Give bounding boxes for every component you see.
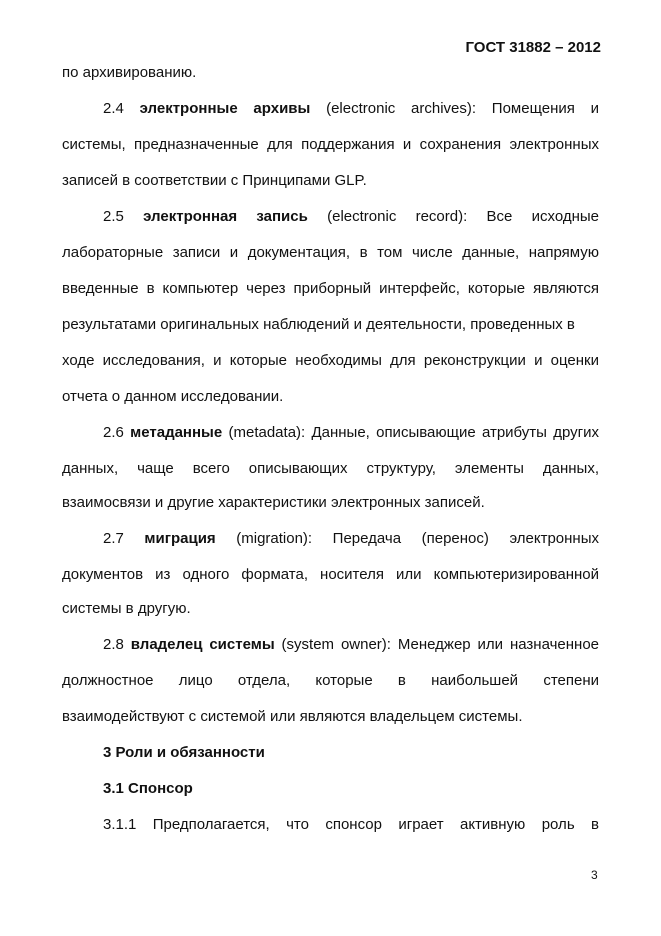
text-line: ходе исследования, и которые необходимы для реконструкции и оценки	[62, 352, 599, 369]
clause-term: метаданные	[130, 424, 223, 441]
text-line: по архивированию.	[62, 64, 197, 81]
text-line: результатами оригинальных наблюдений и деятельности, проведенных в	[62, 316, 575, 333]
clause-2-4	[103, 100, 599, 117]
clause-2-8	[103, 636, 599, 653]
text-line: отчета о данном исследовании.	[62, 388, 284, 405]
document-id-header: ГОСТ 31882 – 2012	[465, 39, 601, 56]
clause-number: 2.8	[103, 636, 124, 653]
clause-number: 2.7	[103, 530, 124, 547]
clause-definition: (metadata): Данные, описывающие атрибуты других	[228, 424, 600, 441]
text-line: взаимодействуют с системой или являются владельцем системы.	[62, 708, 523, 725]
clause-definition: (system owner): Менеджер или назначенное	[281, 636, 600, 653]
clause-number: 2.5	[103, 208, 124, 225]
clause-definition: (electronic record): Все исходные	[327, 208, 600, 225]
clause-2-7	[103, 530, 599, 547]
clause-2-6	[103, 424, 599, 441]
subsection-heading: 3.1 Спонсор	[103, 780, 193, 797]
clause-term: владелец системы	[130, 636, 275, 653]
clause-number: 2.4	[103, 100, 124, 117]
section-heading: 3 Роли и обязанности	[103, 744, 265, 761]
text-line: записей в соответствии с Принципами GLP.	[62, 172, 367, 189]
text-line: взаимосвязи и другие характеристики электронных записей.	[62, 494, 485, 511]
clause-definition: (electronic archives): Помещения и	[326, 100, 600, 117]
clause-term: электронная запись	[143, 208, 308, 225]
clause-term: электронные архивы	[139, 100, 311, 117]
text-line: данных, чаще всего описывающих структуру, элементы данных,	[62, 460, 599, 477]
clause-2-5	[103, 208, 599, 225]
text-line: 3.1.1 Предполагается, что спонсор играет активную роль в	[103, 816, 599, 833]
text-line: должностное лицо отдела, которые в наибольшей степени	[62, 672, 599, 689]
clause-definition: (migration): Передача (перенос) электронных	[236, 530, 599, 547]
clause-number: 2.6	[103, 424, 124, 441]
text-line: системы в другую.	[62, 600, 191, 617]
text-line: лабораторные записи и документация, в том числе данные, напрямую	[62, 244, 599, 261]
clause-term: миграция	[144, 530, 216, 547]
page-number: 3	[591, 868, 598, 882]
text-line: документов из одного формата, носителя или компьютеризированной	[62, 566, 599, 583]
text-line: введенные в компьютер через приборный интерфейс, которые являются	[62, 280, 599, 297]
text-line: системы, предназначенные для поддержания и сохранения электронных	[62, 136, 599, 153]
